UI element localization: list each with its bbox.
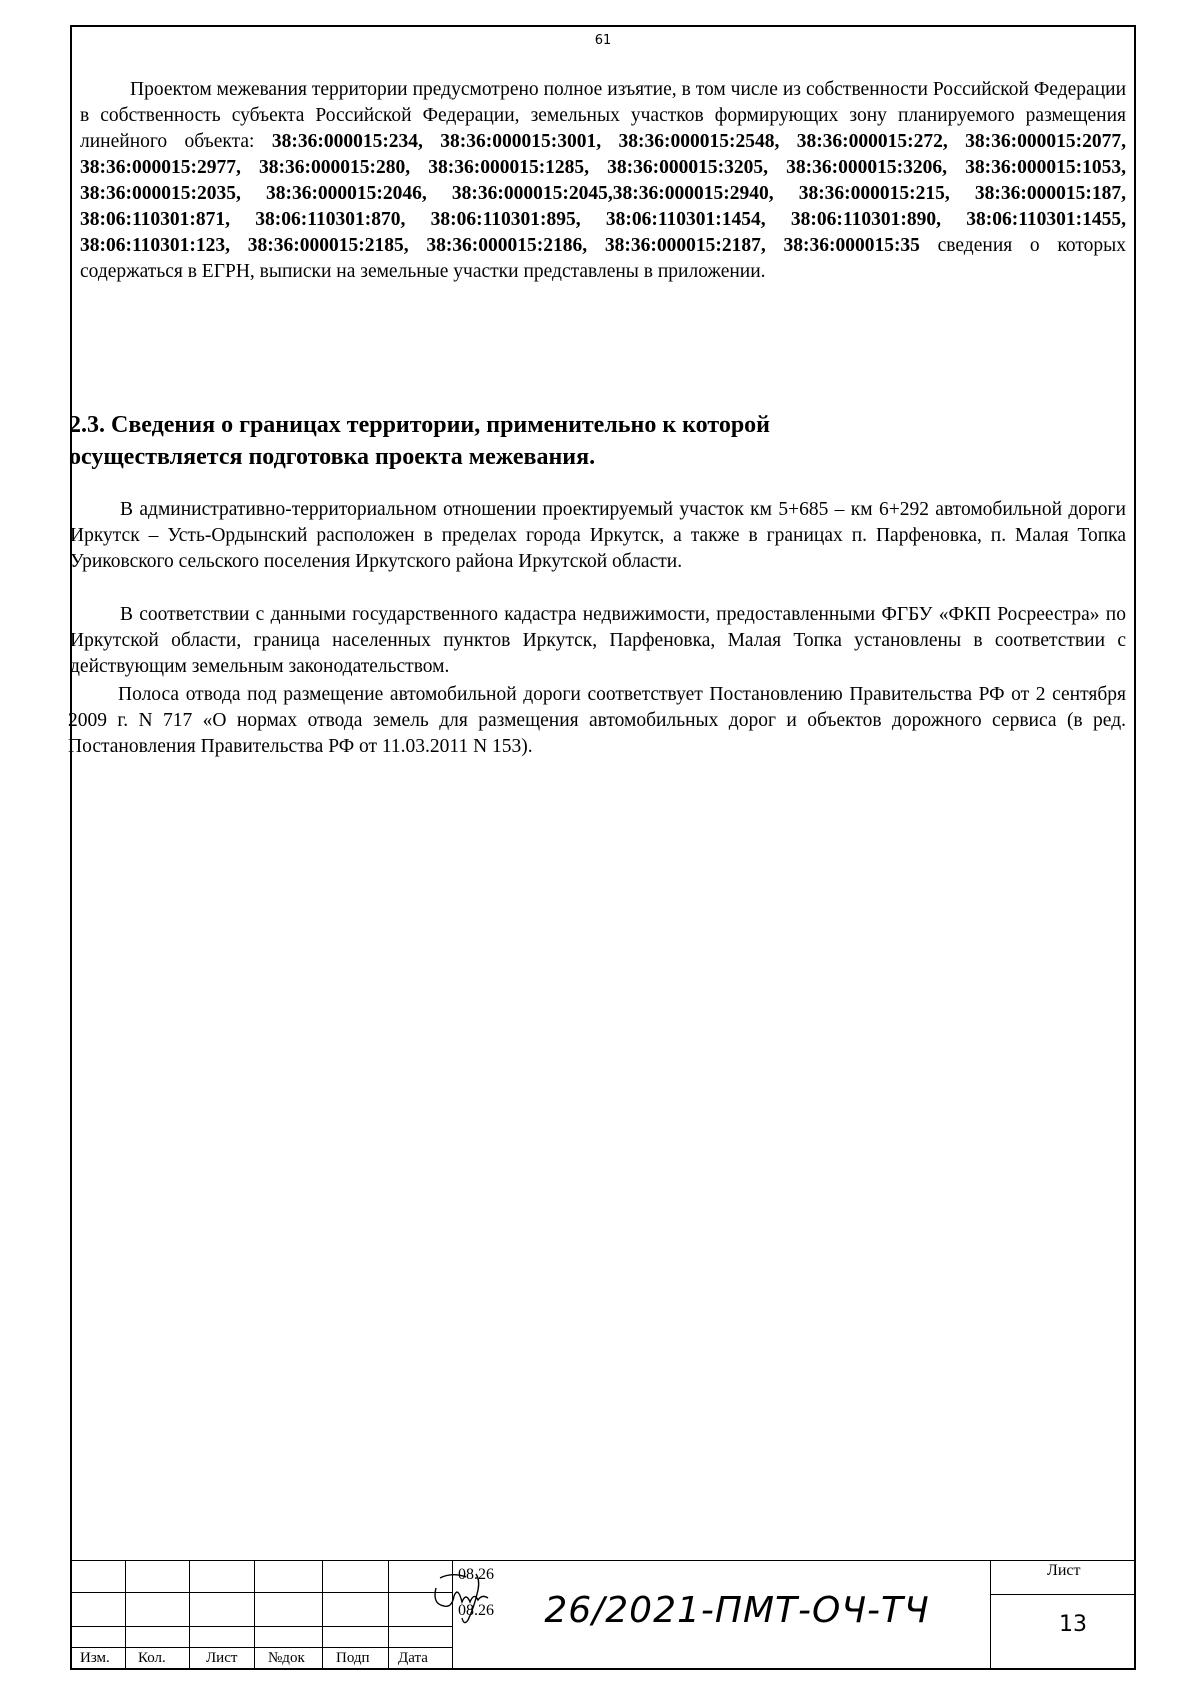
heading-line-2: осуществляется подготовка проекта межевания.	[69, 444, 596, 470]
paragraph-right-of-way-text: Полоса отвода под размещение автомобильной дороги соответствует Постановлению Правительства РФ от 2 сентября 2009 г. N 717 «О нормах отвода земель для размещения автомобильных дорог и объектов дорожного сервиса (в ред. Постановления Правительства РФ от 11.03.2011 N 153).	[68, 684, 1126, 757]
col-list-label: Лист	[206, 1650, 238, 1666]
paragraph-outro: сведения о которых содержаться в ЕГРН, выписки на земельные участки представлены в приложении.	[80, 235, 1126, 282]
col-podp-label: Подп	[336, 1650, 370, 1666]
date-2: 08.26	[458, 1602, 494, 1619]
paragraph-cadastre-text: В соответствии с данными государственного кадастра недвижимости, предоставленными ФГБУ «ФКП Росреестра» по Иркутской области, граница населенных пунктов Иркутск, Парфеновка, Малая Топка установлены в соответствии с действующим земельным законодательством.	[70, 604, 1126, 677]
col-data-label: Дата	[398, 1650, 428, 1666]
paragraph-right-of-way	[68, 682, 1126, 760]
drawing-frame	[70, 25, 1136, 1670]
paragraph-location-text: В административно-территориальном отношении проектируемый участок км 5+685 – км 6+292 автомобильной дороги Иркутск – Усть-Ордынский расположен в пределах города Иркутск, а также в границах п. Парфеновка, п. Малая Топка Уриковского сельского поселения Иркутского района Иркутской области.	[70, 499, 1126, 572]
date-1: 08.26	[458, 1566, 494, 1583]
sheet-number: 13	[1059, 1612, 1087, 1637]
heading-line-1: 2.3. Сведения о границах территории, применительно к которой	[69, 412, 770, 438]
title-block	[72, 1560, 1134, 1668]
paragraph-location	[70, 497, 1126, 575]
paragraph-land-withdrawal	[80, 77, 1126, 285]
paragraph-cadastre	[70, 602, 1126, 680]
cadastral-numbers: 38:36:000015:234, 38:36:000015:3001, 38:36:000015:2548, 38:36:000015:272, 38:36:000015:2077, 38:36:000015:2977, 38:36:000015:280, 38:36:000015:1285, 38:36:000015:3205, 38:36:000015:3206, 38:36:000015:1053, 38:36:000015:2035, 38:36:000015:2046, 38:36:000015:2045,38:36:000015:2940, 38:36:000015:215, 38:36:000015:187, 38:06:110301:871, 38:06:110301:870, 38:06:110301:895, 38:06:110301:1454, 38:06:110301:890, 38:06:110301:1455, 38:06:110301:123, 38:36:000015:2185, 38:36:000015:2186, 38:36:000015:2187, 38:36:000015:35	[80, 131, 1127, 256]
document-code: 26/2021-ПМТ-ОЧ-ТЧ	[544, 1590, 930, 1631]
col-izm-label: Изм.	[80, 1650, 110, 1666]
col-ndok-label: №док	[268, 1650, 305, 1666]
page-number: 61	[594, 33, 612, 48]
paragraph-intro: Проектом межевания территории предусмотрено полное изъятие, в том числе из собственности Российской Федерации в собственность субъекта Российской Федерации, земельных участков формирующих зону планируемого размещения линейного объекта:	[80, 79, 1126, 152]
sheet-caption: Лист	[1047, 1562, 1081, 1579]
section-heading	[69, 409, 1126, 473]
col-kol-label: Кол.	[138, 1650, 166, 1666]
